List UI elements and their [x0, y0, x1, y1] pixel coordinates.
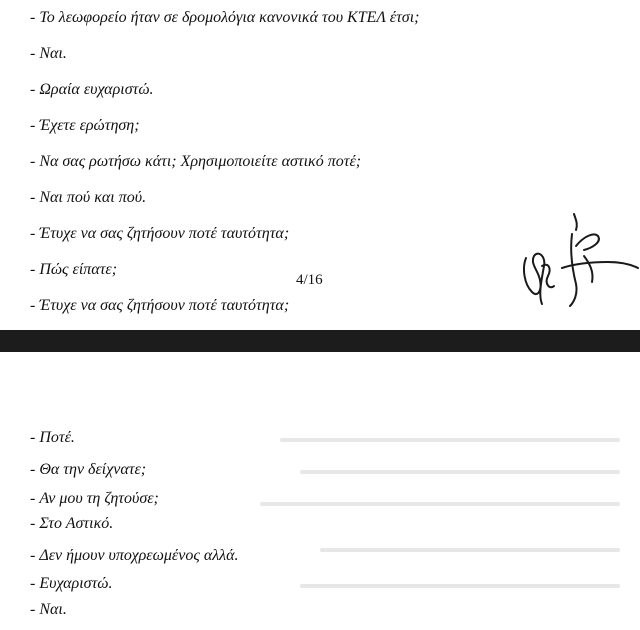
transcript-line: - Ωραία ευχαριστώ. [30, 81, 154, 98]
transcript-line: - Έτυχε να σας ζητήσουν ποτέ ταυτότητα; [30, 297, 290, 314]
transcript-line: - Ναι. [30, 45, 67, 62]
transcript-line: - Να σας ρωτήσω κάτι; Χρησιμοποιείτε αστικό ποτέ; [30, 153, 362, 170]
transcript-line: - Ποτέ. [30, 429, 75, 446]
transcript-line: - Θα την δείχνατε; [30, 461, 147, 478]
bleed-through-text [300, 584, 620, 588]
transcript-line: - Έτυχε να σας ζητήσουν ποτέ ταυτότητα; [30, 225, 290, 242]
transcript-line: - Ναι. [30, 601, 67, 618]
transcript-line: - Ναι πού και πού. [30, 189, 147, 206]
document-page-bottom [0, 352, 640, 630]
bleed-through-text [300, 470, 620, 474]
page-divider [0, 330, 640, 352]
transcript-line: - Έχετε ερώτηση; [30, 117, 140, 134]
transcript-line: - Πώς είπατε; [30, 261, 118, 278]
transcript-line: - Αν μου τη ζητούσε; [30, 490, 159, 507]
bleed-through-text [260, 502, 620, 506]
bleed-through-text [320, 548, 620, 552]
page-number: 4/16 [296, 272, 323, 288]
handwritten-signature-icon [512, 206, 640, 316]
transcript-line: - Το λεωφορείο ήταν σε δρομολόγια κανονικά του ΚΤΕΛ έτσι; [30, 9, 420, 26]
transcript-line: - Στο Αστικό. [30, 515, 114, 532]
transcript-line: - Ευχαριστώ. [30, 575, 113, 592]
transcript-line: - Δεν ήμουν υποχρεωμένος αλλά. [30, 547, 239, 564]
bleed-through-text [280, 438, 620, 442]
